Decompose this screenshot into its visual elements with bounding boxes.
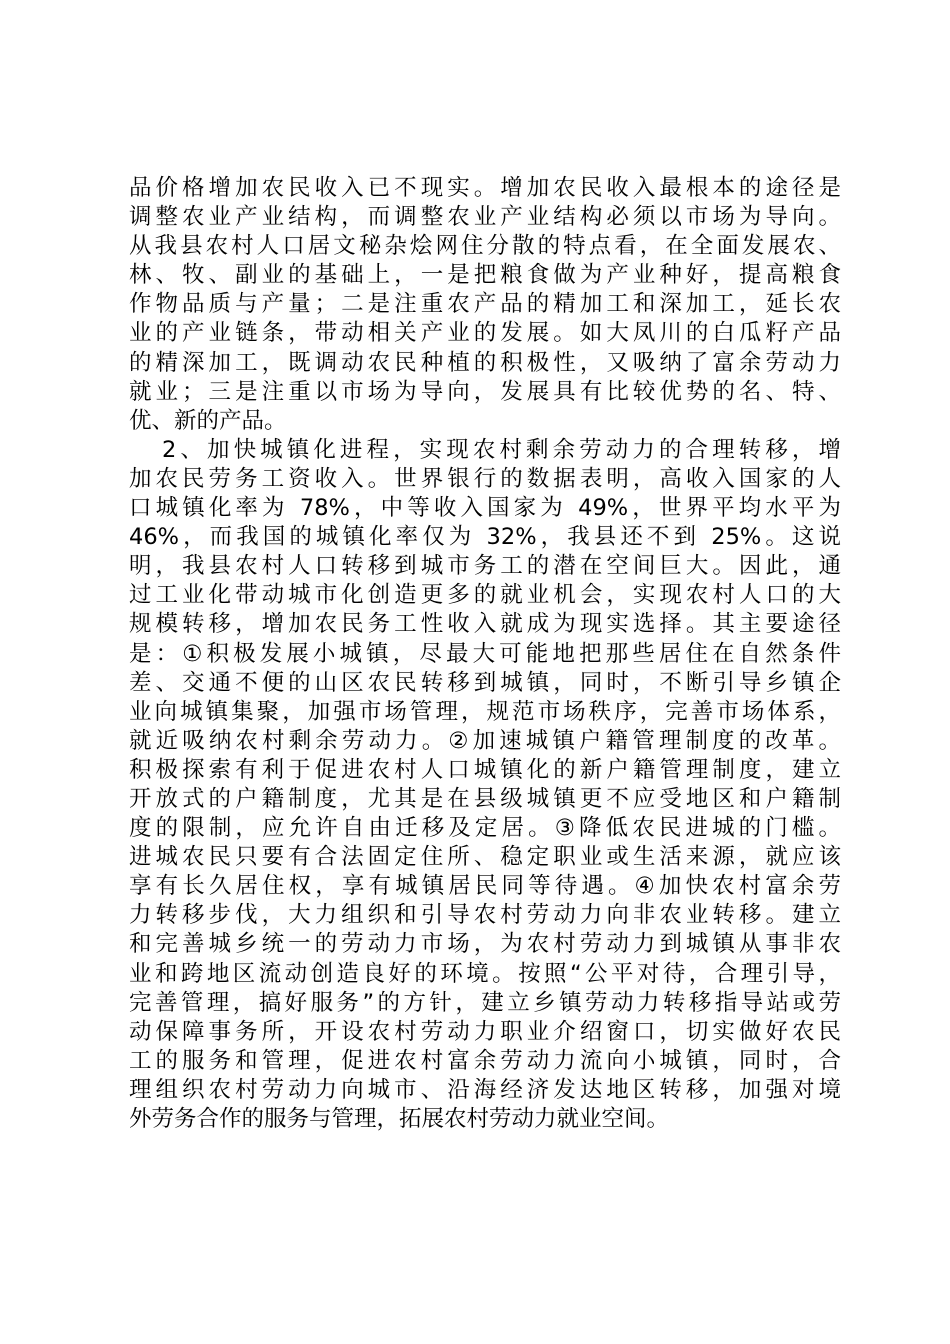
body-text: [129, 174, 841, 1134]
text-line: 林、牧、副业的基础上，一是把粮食做为产业种好，提高粮食: [129, 262, 841, 289]
text-line: 积极探索有利于促进农村人口城镇化的新户籍管理制度，建立: [129, 756, 841, 783]
text-line: 外劳务合作的服务与管理，拓展农村劳动力就业空间。: [129, 1106, 670, 1132]
text-line: 作物品质与产量；二是注重农产品的精加工和深加工，延长农: [129, 291, 841, 318]
text-line: 完善管理，搞好服务”的方针，建立乡镇劳动力转移指导站或劳: [129, 989, 841, 1016]
text-line: 享有长久居住权，享有城镇居民同等待遇。④加快农村富余劳: [129, 873, 841, 900]
text-line: 开放式的户籍制度，尤其是在县级城镇更不应受地区和户籍制: [129, 785, 841, 812]
text-line: 过工业化带动城市化创造更多的就业机会，实现农村人口的大: [129, 582, 841, 609]
text-line: 明，我县农村人口转移到城市务工的潜在空间巨大。因此，通: [129, 553, 841, 580]
text-line: 品价格增加农民收入已不现实。增加农民收入最根本的途径是: [129, 175, 841, 201]
text-line: 的精深加工，既调动农民种植的积极性，又吸纳了富余劳动力: [129, 349, 841, 376]
text-line: 就业；三是注重以市场为导向，发展具有比较优势的名、特、: [129, 378, 841, 405]
text-line: 理组织农村劳动力向城市、沿海经济发达地区转移，加强对境: [129, 1076, 841, 1103]
text-line: 动保障事务所，开设农村劳动力职业介绍窗口，切实做好农民: [129, 1018, 841, 1045]
text-line: 度的限制，应允许自由迁移及定居。③降低农民进城的门槛。: [129, 815, 841, 842]
text-line: 调整农业产业结构，而调整农业产业结构必须以市场为导向。: [129, 204, 841, 231]
text-line: 规模转移，增加农民务工性收入就成为现实选择。其主要途径: [129, 611, 841, 638]
text-line: 优、新的产品。: [129, 407, 287, 434]
text-line: 业的产业链条，带动相关产业的发展。如大凤川的白瓜籽产品: [129, 320, 841, 347]
text-line: 差、交通不便的山区农民转移到城镇，同时，不断引导乡镇企: [129, 669, 841, 696]
text-line: 加农民劳务工资收入。世界银行的数据表明，高收入国家的人: [129, 465, 841, 492]
text-line: 业向城镇集聚，加强市场管理，规范市场秩序，完善市场体系，: [129, 698, 841, 725]
text-line: 进城农民只要有合法固定住所、稳定职业或生活来源，就应该: [129, 844, 841, 871]
text-line: 和完善城乡统一的劳动力市场，为农村劳动力到城镇从事非农: [129, 931, 841, 958]
text-line: 46%，而我国的城镇化率仅为 32%，我县还不到 25%。这说: [129, 524, 841, 551]
text-line: 业和跨地区流动创造良好的环境。按照“公平对待，合理引导，: [129, 960, 841, 987]
text-line: 从我县农村人口居文秘杂烩网住分散的特点看，在全面发展农、: [129, 233, 841, 260]
text-line: 2、加快城镇化进程，实现农村剩余劳动力的合理转移，增: [162, 436, 841, 463]
text-line: 口城镇化率为 78%，中等收入国家为 49%，世界平均水平为: [129, 495, 841, 522]
text-line: 就近吸纳农村剩余劳动力。②加速城镇户籍管理制度的改革。: [129, 727, 841, 754]
text-line: 力转移步伐，大力组织和引导农村劳动力向非农业转移。建立: [129, 902, 841, 929]
text-line: 是：①积极发展小城镇，尽最大可能地把那些居住在自然条件: [129, 640, 841, 667]
text-line: 工的服务和管理，促进农村富余劳动力流向小城镇，同时，合: [129, 1047, 841, 1074]
